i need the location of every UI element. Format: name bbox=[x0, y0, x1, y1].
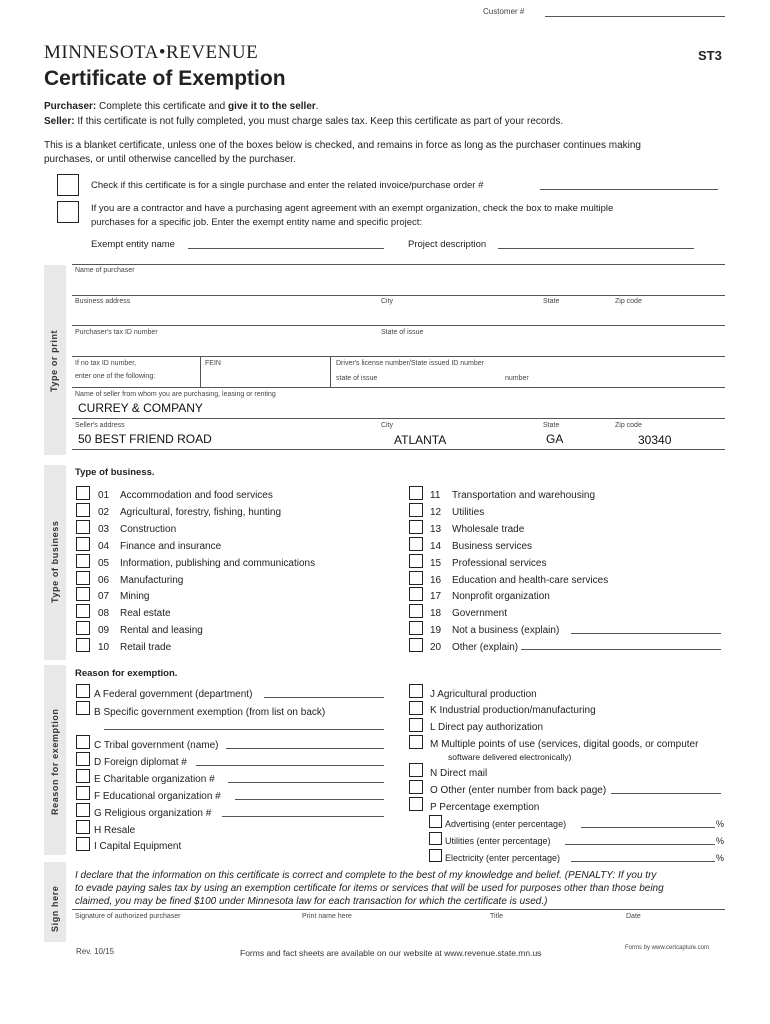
reason-f-field[interactable] bbox=[235, 799, 384, 800]
business-checkbox-11[interactable] bbox=[409, 486, 423, 500]
business-checkbox-04[interactable] bbox=[76, 537, 90, 551]
single-purchase-checkbox[interactable] bbox=[57, 174, 79, 196]
business-item-09 bbox=[98, 625, 203, 636]
business-item-number: 17 bbox=[430, 591, 442, 603]
business-checkbox-03[interactable] bbox=[76, 520, 90, 534]
purchaser-label: Purchaser: bbox=[44, 101, 97, 112]
business-item-19 bbox=[430, 625, 559, 636]
exempt-entity-field[interactable] bbox=[188, 248, 384, 249]
business-item-label: Finance and insurance bbox=[120, 540, 222, 552]
utilities-checkbox[interactable] bbox=[429, 832, 442, 845]
reason-a-checkbox[interactable] bbox=[76, 684, 90, 698]
reason-b-label: B Specific government exemption (from list on back) bbox=[94, 707, 326, 718]
reason-j-label: J Agricultural production bbox=[430, 689, 537, 700]
reason-l-label: L Direct pay authorization bbox=[430, 722, 544, 733]
business-item-label: Business services bbox=[452, 540, 533, 552]
seller-address-value[interactable]: 50 BEST FRIEND ROAD bbox=[78, 432, 212, 446]
business-checkbox-12[interactable] bbox=[409, 503, 423, 517]
reason-b-field[interactable] bbox=[104, 729, 384, 730]
business-item-label: Nonprofit organization bbox=[452, 591, 550, 603]
reason-h-checkbox[interactable] bbox=[76, 820, 90, 834]
customer-number-label: Customer # bbox=[483, 7, 525, 16]
reason-o-checkbox[interactable] bbox=[409, 780, 423, 794]
divider bbox=[72, 264, 725, 265]
reason-e-checkbox[interactable] bbox=[76, 769, 90, 783]
form-id: ST3 bbox=[698, 48, 722, 63]
business-checkbox-17[interactable] bbox=[409, 587, 423, 601]
business-item-10 bbox=[98, 642, 171, 653]
page-title: Certificate of Exemption bbox=[44, 67, 286, 90]
other-explain-field[interactable] bbox=[521, 649, 721, 650]
reason-g-checkbox[interactable] bbox=[76, 803, 90, 817]
divider bbox=[72, 387, 725, 388]
business-item-label: Government bbox=[452, 608, 508, 620]
business-item-12 bbox=[430, 507, 484, 518]
reason-a-field[interactable] bbox=[264, 697, 384, 698]
reason-d-field[interactable] bbox=[196, 765, 384, 766]
business-item-label: Utilities bbox=[452, 506, 485, 518]
reason-o-field[interactable] bbox=[611, 793, 721, 794]
business-checkbox-08[interactable] bbox=[76, 604, 90, 618]
signature-line[interactable] bbox=[72, 909, 725, 910]
seller-name-value[interactable]: CURREY & COMPANY bbox=[78, 401, 203, 415]
contractor-text-1: If you are a contractor and have a purchasing agent agreement with an exempt organization, check the box to make multiple bbox=[91, 203, 614, 214]
purchaser-text-b: give it to the seller bbox=[227, 101, 316, 112]
reason-n-label: N Direct mail bbox=[430, 768, 488, 779]
business-item-06 bbox=[98, 575, 183, 586]
advertising-checkbox[interactable] bbox=[429, 815, 442, 828]
business-checkbox-02[interactable] bbox=[76, 503, 90, 517]
reason-k-checkbox[interactable] bbox=[409, 701, 423, 715]
revision-label: Rev. 10/15 bbox=[76, 947, 115, 956]
seller-instruction bbox=[44, 116, 563, 127]
business-item-07 bbox=[98, 591, 149, 602]
blanket-line-2: purchases, or until otherwise cancelled by the purchaser. bbox=[44, 154, 296, 165]
reason-k-label: K Industrial production/manufacturing bbox=[430, 705, 596, 716]
business-item-number: 10 bbox=[98, 642, 110, 654]
business-item-label: Rental and leasing bbox=[120, 625, 203, 637]
divider bbox=[72, 418, 725, 419]
business-checkbox-14[interactable] bbox=[409, 537, 423, 551]
business-item-number: 12 bbox=[430, 506, 442, 518]
business-item-label: Real estate bbox=[120, 608, 171, 620]
utilities-label: Utilities (enter percentage) bbox=[445, 836, 551, 846]
reason-i-label: I Capital Equipment bbox=[94, 841, 182, 852]
business-item-label: Mining bbox=[120, 591, 150, 603]
business-item-label: Professional services bbox=[452, 557, 547, 569]
business-item-number: 06 bbox=[98, 574, 110, 586]
declaration-line-1: I declare that the information on this certificate is correct and complete to the best of my knowledge and belief. (PENALTY: If you try bbox=[75, 870, 657, 881]
project-description-label: Project description bbox=[408, 239, 487, 250]
drivers-license-label: Driver's license number/State issued ID number bbox=[336, 360, 485, 367]
business-item-number: 19 bbox=[430, 625, 442, 637]
business-heading: Type of business. bbox=[75, 467, 155, 478]
business-item-05 bbox=[98, 558, 315, 569]
date-label: Date bbox=[626, 913, 641, 920]
reason-f-label: F Educational organization # bbox=[94, 791, 221, 802]
business-checkbox-05[interactable] bbox=[76, 554, 90, 568]
agency-logo: MINNESOTA•REVENUE bbox=[44, 42, 259, 63]
advertising-field[interactable] bbox=[581, 827, 715, 828]
declaration-line-2: to evade paying sales tax by using an exemption certificate for items or services that will be used for purposes other than those being bbox=[75, 883, 664, 894]
blanket-line-1: This is a blanket certificate, unless one of the boxes below is checked, and remains in force as long as the purchaser continues making bbox=[44, 140, 641, 151]
single-purchase-text: Check if this certificate is for a single purchase and enter the related invoice/purchase order # bbox=[91, 180, 484, 191]
city-label: City bbox=[381, 298, 394, 305]
business-checkbox-07[interactable] bbox=[76, 587, 90, 601]
type-or-print-label: Type or print bbox=[49, 329, 59, 392]
reason-p-label: P Percentage exemption bbox=[430, 802, 540, 813]
business-item-label: Manufacturing bbox=[120, 574, 184, 586]
business-item-label: Construction bbox=[120, 523, 177, 535]
business-checkbox-06[interactable] bbox=[76, 571, 90, 585]
business-checkbox-10[interactable] bbox=[76, 638, 90, 652]
fein-label: FEIN bbox=[205, 360, 221, 367]
business-item-04 bbox=[98, 541, 221, 552]
divider bbox=[72, 325, 725, 326]
contractor-text-2: purchases for a specific job. Enter the exempt entity name and specific project: bbox=[91, 217, 423, 228]
business-checkbox-15[interactable] bbox=[409, 554, 423, 568]
business-item-number: 14 bbox=[430, 540, 442, 552]
state-of-issue-label: State of issue bbox=[381, 329, 424, 336]
seller-zip-label: Zip code bbox=[615, 422, 642, 429]
business-item-number: 20 bbox=[430, 642, 442, 654]
seller-label: Seller: bbox=[44, 116, 75, 127]
business-item-02 bbox=[98, 507, 281, 518]
business-item-label: Not a business (explain) bbox=[452, 625, 560, 637]
customer-number-field[interactable] bbox=[545, 16, 725, 17]
reason-l-checkbox[interactable] bbox=[409, 718, 423, 732]
business-item-label: Education and health-care services bbox=[452, 574, 609, 586]
no-tax-id-line-2: enter one of the following: bbox=[75, 373, 156, 380]
business-item-label: Accommodation and food services bbox=[120, 490, 273, 501]
business-checkbox-01[interactable] bbox=[76, 486, 90, 500]
reason-b-checkbox[interactable] bbox=[76, 701, 90, 715]
reason-i-checkbox[interactable] bbox=[76, 837, 90, 851]
not-business-explain-field[interactable] bbox=[571, 633, 721, 634]
business-item-number: 16 bbox=[430, 574, 442, 586]
electricity-label: Electricity (enter percentage) bbox=[445, 853, 561, 863]
seller-text: If this certificate is not fully completed, you must charge sales tax. Keep this certificate as part of your records. bbox=[77, 116, 564, 127]
website-note: Forms and fact sheets are available on our website at www.revenue.state.mn.us bbox=[240, 948, 542, 958]
advertising-label: Advertising (enter percentage) bbox=[445, 819, 567, 829]
certcapture-credit: Forms by www.certcapture.com bbox=[625, 945, 710, 951]
business-item-08 bbox=[98, 608, 171, 619]
business-item-18 bbox=[430, 608, 507, 619]
seller-address-label: Seller's address bbox=[75, 422, 125, 429]
purchaser-instruction bbox=[44, 101, 319, 112]
business-item-13 bbox=[430, 524, 524, 535]
reason-p-checkbox[interactable] bbox=[409, 797, 423, 811]
reason-heading: Reason for exemption. bbox=[75, 668, 178, 679]
sign-here-side: Sign here bbox=[50, 885, 60, 932]
electricity-field[interactable] bbox=[571, 861, 715, 862]
reason-m-label-2: software delivered electronically) bbox=[448, 752, 572, 762]
business-item-label: Transportation and warehousing bbox=[452, 490, 596, 501]
signature-label: Signature of authorized purchaser bbox=[75, 913, 181, 920]
business-item-number: 02 bbox=[98, 506, 110, 518]
reason-c-label: C Tribal government (name) bbox=[94, 740, 219, 751]
business-checkbox-09[interactable] bbox=[76, 621, 90, 635]
reason-a-label: A Federal government (department) bbox=[94, 689, 253, 700]
divider bbox=[72, 295, 725, 296]
reason-e-field[interactable] bbox=[228, 782, 384, 783]
business-item-03 bbox=[98, 524, 176, 535]
contractor-checkbox[interactable] bbox=[57, 201, 79, 223]
seller-city-label: City bbox=[381, 422, 394, 429]
electricity-pct: % bbox=[716, 853, 725, 863]
business-item-label: Information, publishing and communications bbox=[120, 557, 316, 569]
business-item-label: Wholesale trade bbox=[452, 523, 525, 535]
reason-c-field[interactable] bbox=[226, 748, 384, 749]
seller-state-label: State bbox=[543, 422, 560, 429]
business-item-number: 05 bbox=[98, 557, 110, 569]
title-label: Title bbox=[490, 913, 503, 920]
no-tax-id-line-1: If no tax ID number, bbox=[75, 360, 137, 367]
exempt-entity-label: Exempt entity name bbox=[91, 239, 175, 250]
reason-j-checkbox[interactable] bbox=[409, 684, 423, 698]
business-item-number: 04 bbox=[98, 540, 110, 552]
utilities-pct: % bbox=[716, 836, 725, 846]
business-item-number: 01 bbox=[98, 490, 110, 501]
tax-id-label: Purchaser's tax ID number bbox=[75, 329, 158, 336]
reason-n-checkbox[interactable] bbox=[409, 763, 423, 777]
business-item-number: 03 bbox=[98, 523, 110, 535]
reason-d-checkbox[interactable] bbox=[76, 752, 90, 766]
divider bbox=[200, 357, 201, 387]
utilities-field[interactable] bbox=[565, 844, 715, 845]
business-checkbox-18[interactable] bbox=[409, 604, 423, 618]
seller-zip-value[interactable]: 30340 bbox=[638, 433, 672, 447]
declaration-line-3: claimed, you may be fined $100 under Minnesota law for each transaction for which the certificate is used.) bbox=[75, 896, 548, 907]
business-item-17 bbox=[430, 591, 550, 602]
reason-g-field[interactable] bbox=[222, 816, 384, 817]
reason-c-checkbox[interactable] bbox=[76, 735, 90, 749]
advertising-pct: % bbox=[716, 819, 725, 829]
seller-city-value[interactable]: ATLANTA bbox=[394, 433, 447, 447]
business-item-01 bbox=[98, 490, 273, 501]
business-address-label: Business address bbox=[75, 298, 131, 305]
reason-side-label: Reason for exemption bbox=[50, 708, 60, 815]
business-item-label: Other (explain) bbox=[452, 642, 519, 654]
business-checkbox-19[interactable] bbox=[409, 621, 423, 635]
purchaser-text-a: Complete this certificate and bbox=[99, 101, 228, 112]
project-description-field[interactable] bbox=[498, 248, 694, 249]
business-item-number: 18 bbox=[430, 608, 442, 620]
reason-m-checkbox[interactable] bbox=[409, 735, 423, 749]
state-label: State bbox=[543, 298, 560, 305]
business-item-11 bbox=[430, 490, 595, 501]
type-of-business-side: Type of business bbox=[50, 520, 60, 603]
business-item-15 bbox=[430, 558, 546, 569]
divider bbox=[72, 449, 725, 450]
business-item-number: 07 bbox=[98, 591, 110, 603]
business-item-number: 09 bbox=[98, 625, 110, 637]
print-name-label: Print name here bbox=[302, 913, 352, 920]
divider bbox=[330, 357, 331, 387]
seller-state-value[interactable]: GA bbox=[546, 432, 564, 446]
seller-name-label: Name of seller from whom you are purchasing, leasing or renting bbox=[75, 391, 276, 398]
purchaser-text-c: . bbox=[315, 101, 319, 112]
reason-h-label: H Resale bbox=[94, 825, 136, 836]
zip-label: Zip code bbox=[615, 298, 642, 305]
business-checkbox-20[interactable] bbox=[409, 638, 423, 652]
business-checkbox-13[interactable] bbox=[409, 520, 423, 534]
reason-m-label: M Multiple points of use (services, digital goods, or computer bbox=[430, 739, 699, 750]
dl-number-label: number bbox=[505, 375, 529, 382]
business-item-number: 13 bbox=[430, 523, 442, 535]
business-item-label: Agricultural, forestry, fishing, hunting bbox=[120, 506, 282, 518]
business-checkbox-16[interactable] bbox=[409, 571, 423, 585]
electricity-checkbox[interactable] bbox=[429, 849, 442, 862]
business-item-number: 15 bbox=[430, 557, 442, 569]
business-item-label: Retail trade bbox=[120, 642, 172, 654]
reason-o-label: O Other (enter number from back page) bbox=[430, 785, 607, 796]
business-item-14 bbox=[430, 541, 532, 552]
purchaser-name-label: Name of purchaser bbox=[75, 267, 135, 274]
business-item-number: 08 bbox=[98, 608, 110, 620]
business-item-20 bbox=[430, 642, 518, 653]
business-item-number: 11 bbox=[430, 490, 441, 501]
reason-e-label: E Charitable organization # bbox=[94, 774, 215, 785]
reason-g-label: G Religious organization # bbox=[94, 808, 212, 819]
reason-d-label: D Foreign diplomat # bbox=[94, 757, 187, 768]
divider bbox=[72, 356, 725, 357]
business-item-16 bbox=[430, 575, 608, 586]
dl-state-label: state of issue bbox=[336, 375, 378, 382]
invoice-number-field[interactable] bbox=[540, 189, 718, 190]
reason-f-checkbox[interactable] bbox=[76, 786, 90, 800]
